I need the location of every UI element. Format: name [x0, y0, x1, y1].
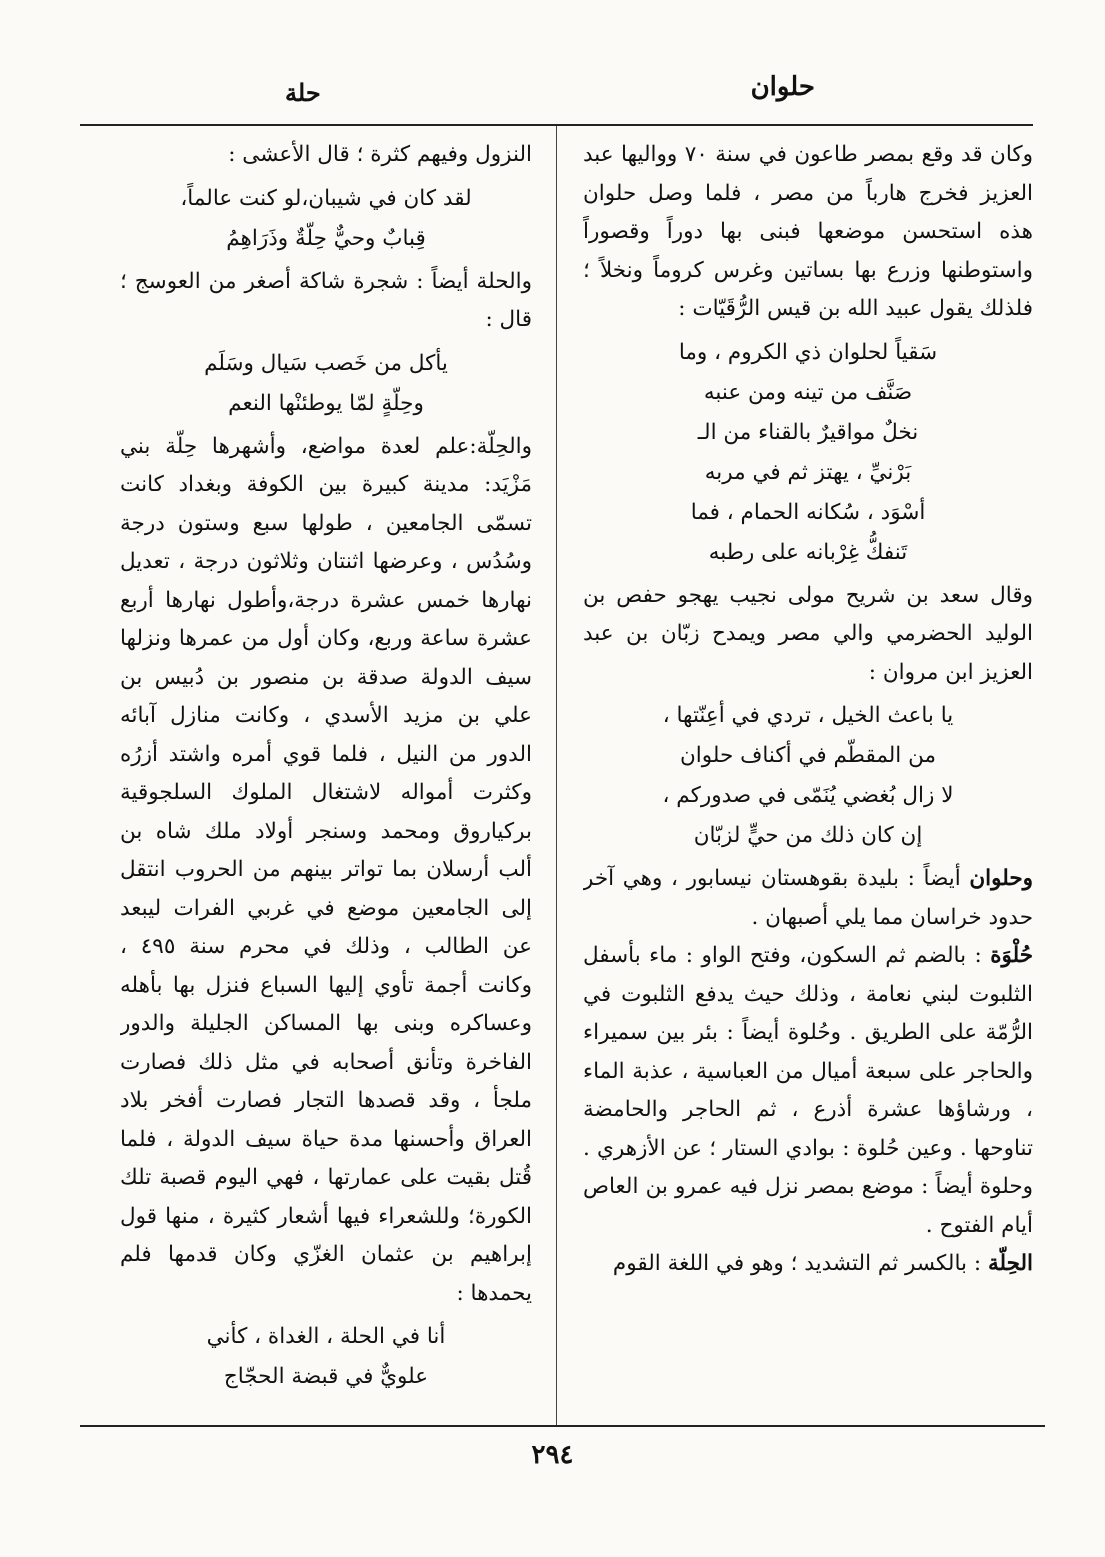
paragraph: والحِلّة:علم لعدة مواضع، وأشهرها حِلّة بني مَزْيَد: مدينة كبيرة بين الكوفة وبغداد كانت تسمّى الجامعين ، طولها سبع وستون درجة وسُدُس ، وعرضها اثنتان وثلاثون درجة ، تعديل نهارها خمس عشرة درجة،وأطول نهارها أربع عشرة ساعة وربع، وكان أول من عمرها ونزلها سيف الدولة صدقة بن منصور بن دُبيس بن علي بن مزيد الأسدي ، وكانت منازل آبائه الدور من النيل ، فلما قوي أمره واشتد أزرُه وكثرت أمواله لاشتغال الملوك السلجوقية بركياروق ومحمد وسنجر أولاد ملك شاه بن ألب أرسلان بما تواتر بينهم من الحروب انتقل إلى الجامعين موضع في غربي الفرات ليبعد عن الطالب ، وذلك في محرم سنة ٤٩٥ ، وكانت أجمة تأوي إليها السباع فنزل بها بأهله وعساكره وبنى بها المساكن الجليلة والدور الفاخرة وتأنق أصحابه في مثل ذلك فصارت ملجأ ، وقد قصدها التجار فصارت أفخر بلاد العراق وأحسنها مدة حياة سيف الدولة ، فلما قُتل بقيت على عمارتها ، فهي اليوم قصبة تلك الكورة؛ وللشعراء فيها أشعار كثيرة ، منها قول إبراهيم بن عثمان الغزّي وكان قدمها فلم يحمدها :	[120, 433, 532, 1306]
verse-line: نخلٌ مواقيرٌ بالقناء من الـ	[697, 419, 919, 445]
entry-headword: حُلْوَة	[990, 943, 1033, 968]
running-header-right: حلوان	[750, 72, 815, 102]
verse-line: لا زال بُغضي يُنَمّى في صدوركم ،	[662, 783, 954, 808]
entry-headword: الحِلّة	[987, 1251, 1033, 1276]
verse-line: علويٌّ في قبضة الحجّاج	[223, 1364, 429, 1389]
running-header-left: حلة	[285, 78, 321, 107]
verse-line: بَرْنيِّ ، يهتز ثم في مربه	[704, 459, 912, 485]
verse-line: وحِلّةٍ لمّا يوطئنْها النعم	[228, 390, 424, 416]
entry	[583, 1245, 1033, 1284]
verse-line: سَقياً لحلوان ذي الكروم ، وما	[678, 339, 938, 365]
verse-line: أنا في الحلة ، الغداة ، كأني	[206, 1324, 446, 1349]
column-divider	[556, 126, 557, 1425]
verse-line: لقد كان في شيبان،لو كنت عالماً،	[180, 185, 472, 211]
entry-text: أيضاً : بليدة بقوهستان نيسابور ، وهي آخر حدود خراسان مما يلي أصبهان .	[583, 866, 1033, 930]
left-column	[120, 136, 532, 1421]
paragraph: والحلة أيضاً : شجرة شاكة أصغر من العوسج ؛ قال :	[120, 268, 532, 332]
verse-line: إن كان ذلك من حيٍّ لزبّان	[693, 823, 923, 848]
page-number: ٢٩٤	[531, 1440, 574, 1470]
verse-line: يأكل من خَصب سَيال وسَلَم	[204, 350, 448, 376]
paragraph: وقال سعد بن شريح مولى نجيب يهجو حفص بن الوليد الحضرمي والي مصر ويمدح زبّان بن عبد العزيز ابن مروان :	[583, 582, 1033, 685]
paragraph: النزول وفيهم كثرة ؛ قال الأعشى :	[228, 142, 532, 167]
verse-block	[120, 344, 532, 424]
entry-text: : بالضم ثم السكون، وفتح الواو : ماء بأسفل الثلبوت لبني نعامة ، وذلك حيث يدفع الثلبوت في الرُّمّة على الطريق . وحُلوة أيضاً : بئر بين سميراء والحاجر على سبعة أميال من العباسية ، عذبة الماء ، ورشاؤها عشرة أذرع ، ثم الحاجر والحامضة تناوحها . وعين حُلوة : بوادي الستار ؛ عن الأزهري . وحلوة أيضاً : موضع بمصر نزل فيه عمرو بن العاص أيام الفتوح .	[583, 943, 1033, 1238]
verse-block	[583, 696, 1033, 856]
entry-text: : بالكسر ثم التشديد ؛ وهو في اللغة القوم	[612, 1251, 988, 1276]
verse-line: أسْوَد ، سُكانه الحمام ، فما	[690, 499, 926, 525]
verse-line: من المقطّم في أكناف حلوان	[679, 743, 936, 768]
verse-line: قِبابٌ وحيٌّ حِلّةٌ وذَرَاهِمُ	[226, 225, 426, 251]
paragraph: وكان قد وقع بمصر طاعون في سنة ٧٠ وواليها عبد العزيز فخرج هارباً من مصر ، فلما وصل حلوان هذه استحسن موضعها فبنى بها دوراً وقصوراً واستوطنها وزرع بها بساتين وغرس كروماً ونخلاً ؛ فلذلك يقول عبيد الله بن قيس الرُّقَيّات :	[583, 142, 1033, 321]
bottom-rule	[80, 1425, 1045, 1427]
entry	[583, 937, 1033, 1245]
verse-line: تَنفكُّ غِرْبانه على رطبه	[708, 539, 908, 565]
entry-headword: وحلوان	[969, 866, 1033, 891]
entry	[583, 860, 1033, 937]
verse-block	[120, 1317, 532, 1397]
verse-line: صَنَّف من تينه ومن عنبه	[703, 379, 913, 405]
verse-line: يا باعث الخيل ، تردي في أعِنّتها ،	[662, 703, 954, 728]
verse-block	[583, 333, 1033, 573]
verse-block	[120, 179, 532, 259]
right-column	[583, 136, 1033, 1421]
